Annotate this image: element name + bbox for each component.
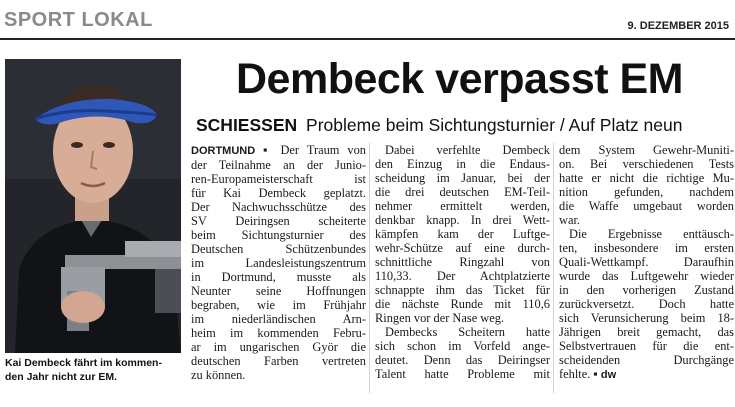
article-column-1: DORTMUND ▪ Der Traum von der Teilnahme an der Junio- ren-Europameisterschaft ist für Kai Dembeck geplatzt. Der Nachwuchsschütze des SV Deiringsen scheiterte beim Sichtungsturnier des Deutschen Schützenbundes im Landesleistungszentrum in Dortmund, musste als Neunter seine Hoffnungen begraben, wie im Frühjahr im niederländischen Arn- heim im kommenden Febru- ar im ungarischen Györ die deutschen Farben vertreten zu können. [191,143,366,382]
column-line: Quali-Wettkampf. Daraufhin [559,255,734,269]
column-line: schnittliche Ringzahl von [375,255,550,269]
column-line: schnappte ihm das Ticket für [375,283,550,297]
column-line: wurde das Luftgewehr wieder [559,269,734,283]
column-line: nition gefunden, nachdem [559,185,734,199]
column-line: die Waffe umgebaut worden [559,199,734,213]
column-line: dem System Gewehr-Muniti- [559,143,734,157]
column-line: Talent hatte Probleme mit [375,367,550,381]
column-line: fehlte. [559,367,591,381]
column-line: beim Sichtungsturnier des [191,228,366,242]
column-line: Dembecks Scheitern hatte [385,325,550,339]
column-line: in Dortmund, musste als [191,270,366,284]
dateline: DORTMUND [191,145,256,157]
column-line: den Einzug in die Endaus- [375,157,550,171]
page-header [0,0,735,40]
column-line: SV Deiringsen scheiterte [191,214,366,228]
subheadline-text: Probleme beim Sichtungsturnier / Auf Platz neun [306,115,683,135]
column-line: ten, insbesondere im ersten [559,241,734,255]
column-line: Deutschen Schützenbundes [191,242,366,256]
article-column-3: dem System Gewehr-Muniti- on. Bei verschiedenen Tests hatte er nicht die richtige Mu- nition gefunden, nachdem die Waffe umgebaut worden war. Die Ergebnisse enttäusch- ten, insbesondere im ersten Quali-Wettkampf. Daraufhin wurde das Luftgewehr wieder in den vorherigen Zustand zurückversetzt. Doch hatte sich Verunsicherung beim 18- Jährigen breit gemacht, das Selbstvertrauen für die ent- scheidenden Durchgänge fehlte. ▪ dw [559,143,734,381]
column-line: on. Bei verschiedenen Tests [559,157,734,171]
column-line: Neunter seine Hoffnungen [191,284,366,298]
kicker: SCHIESSEN [196,115,298,135]
column-divider [369,143,370,393]
column-line: die drei deutschen EM-Teil- [375,185,550,199]
column-line: für Kai Dembeck geplatzt. [191,186,366,200]
column-line: scheidung im Januar, bei der [375,171,550,185]
header-rule [0,38,735,40]
author-signoff: dw [600,369,617,381]
column-line: Die Ergebnisse enttäusch- [569,227,734,241]
column-line: heim im kommenden Febru- [191,326,366,340]
column-line: deutet. Denn das Deiringser [375,353,550,367]
article-column-2 [375,143,550,381]
column-line: nehmer ermittelt werden, [375,199,550,213]
column-line: begraben, wie im Frühjahr [191,298,366,312]
column-line: Der Nachwuchsschütze des [191,200,366,214]
column-line: ren-Europameisterschaft ist [191,172,366,186]
column-line: war. [559,213,580,227]
column-line: ar im ungarischen Györ die [191,340,366,354]
photo-caption [5,356,185,384]
column-line: kämpfen kam der Luftge- [375,227,550,241]
column-line: scheidenden Durchgänge [559,353,734,367]
subheadline [196,114,731,136]
column-line: hatte er nicht die richtige Mu- [559,171,734,185]
column-line: Jährigen breit gemacht, das [559,325,734,339]
column-divider [553,143,554,393]
column-line: Dabei verfehlte Dembeck [385,143,550,157]
headline: Dembeck verpasst EM [236,55,683,103]
caption-line: den Jahr nicht zur EM. [5,371,118,383]
article-photo [5,59,181,353]
column-line: zurückversetzt. Doch hatte [559,297,734,311]
column-line: zu können. [191,368,246,382]
column-line: die nächste Runde mit 110,6 [375,297,550,311]
column-line: Ringen vor der Nase weg. [375,311,505,325]
column-line: Selbstvertrauen für die ent- [559,339,734,353]
column-line: sich schon im Vorfeld ange- [375,339,550,353]
issue-date: 9. DEZEMBER 2015 [627,20,729,32]
column-line: im niederländischen Arn- [191,312,366,326]
column-line: deutschen Farben vertreten [191,354,366,368]
column-line: sich Verunsicherung beim 18- [559,311,734,325]
column-line: in den vorherigen Zustand [559,283,734,297]
column-line: denkbar knapp. In drei Wett- [375,213,550,227]
column-line: 110,33. Der Achtplatzierte [375,269,550,283]
section-label: SPORT LOKAL [4,9,153,31]
column-line: Der Traum von [280,143,366,157]
column-line: im Landesleistungszentrum [191,256,366,270]
column-line: der Teilnahme an der Junio- [191,158,366,172]
caption-line: Kai Dembeck fährt im kommen- [5,357,162,369]
column-line: wehr-Schütze auf eine durch- [375,241,550,255]
